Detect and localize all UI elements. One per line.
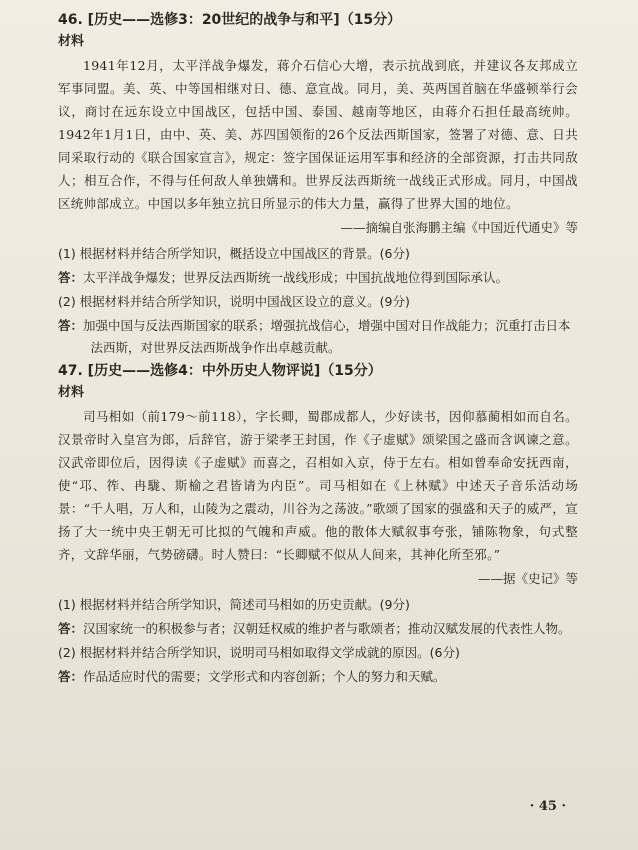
answer-key: 答： (58, 621, 84, 636)
question-46-material-label: 材料 (58, 34, 85, 49)
question-47-source: ——据《史记》等 (477, 571, 578, 586)
page-number: · 45 · (529, 799, 566, 814)
question-46-material: 1941年12月，太平洋战争爆发，蒋介石信心大增，表示抗战到底，并建议各友邦成立军事同盟。美、英、中等国相继对日、德、意宣战。同月，美、英两国首脑在华盛顿举行会议，商讨在远东设立中国战区，包括中国、泰国、越南等地区，由蒋介石担任最高统帅。1942年1月1日，由中、英、美、苏四国领衔的26个反法西斯国家，签署了对德、意、日共同采取行动的《联合国家宣言》，规定：签字国保证运用军事和经济的全部资源，打击共同敌人；相互合作，不得与任何敌人单独媾和。世界反法西斯统一战线正式形成。同月，中国战区统帅部成立。中国以多年独立抗日所显示的伟大力量，赢得了世界大国的地位。 (58, 58, 578, 211)
question-46-sub-1: (1) 根据材料并结合所学知识，概括设立中国战区的背景。(6分) (58, 246, 410, 261)
answer-key: 答： (58, 318, 84, 333)
question-46-answer-1 (58, 267, 578, 289)
page-content (58, 10, 578, 690)
question-46 (58, 10, 578, 359)
question-47-sub-2: (2) 根据材料并结合所学知识，说明司马相如取得文学成就的原因。(6分) (58, 645, 460, 660)
answer-text: 加强中国与反法西斯国家的联系；增强抗战信心，增强中国对日作战能力；沉重打击日本法西斯，对世界反法西斯战争作出卓越贡献。 (83, 318, 571, 355)
question-46-answer-2 (58, 315, 578, 359)
answer-key: 答： (58, 669, 84, 684)
question-47-title: 47. [历史——选修4：中外历史人物评说]（15分） (58, 363, 382, 379)
question-46-sub-2: (2) 根据材料并结合所学知识，说明中国战区设立的意义。(9分) (58, 294, 410, 309)
question-47-answer-2 (58, 666, 578, 688)
answer-text: 太平洋战争爆发；世界反法西斯统一战线形成；中国抗战地位得到国际承认。 (83, 270, 509, 285)
question-46-title: 46. [历史——选修3：20世纪的战争与和平]（15分） (58, 12, 402, 28)
question-46-source: ——摘编自张海鹏主编《中国近代通史》等 (340, 220, 578, 235)
answer-text: 汉国家统一的积极参与者；汉朝廷权威的维护者与歌颂者；推动汉赋发展的代表性人物。 (83, 621, 571, 636)
question-47-sub-1: (1) 根据材料并结合所学知识，简述司马相如的历史贡献。(9分) (58, 597, 410, 612)
answer-key: 答： (58, 270, 84, 285)
answer-text: 作品适应时代的需要；文学形式和内容创新；个人的努力和天赋。 (83, 669, 446, 684)
question-47-answer-1 (58, 618, 578, 640)
question-47-material: 司马相如（前179～前118），字长卿，蜀郡成都人，少好读书，因仰慕蔺相如而自名。汉景帝时入皇宫为郎，后辞官，游于梁孝王封国，作《子虚赋》颂梁国之盛而含讽谏之意。汉武帝即位后，因得读《子虚赋》而喜之，召相如入京，侍于左右。相如曾奉命安抚西南，使“邛、筰、冉駹、斯榆之君皆请为内臣”。司马相如在《上林赋》中述天子音乐活动场景：“千人唱，万人和，山陵为之震动，川谷为之荡波。”歌颂了国家的强盛和天子的威严，宣扬了大一统中央王朝无可比拟的气魄和声威。他的散体大赋叙事夸张，铺陈物象，句式整齐，文辞华丽，气势磅礴。时人赞曰：“长卿赋不似从人间来，其神化所至邪。” (58, 409, 578, 562)
question-47-material-label: 材料 (58, 385, 85, 400)
question-47 (58, 361, 578, 688)
